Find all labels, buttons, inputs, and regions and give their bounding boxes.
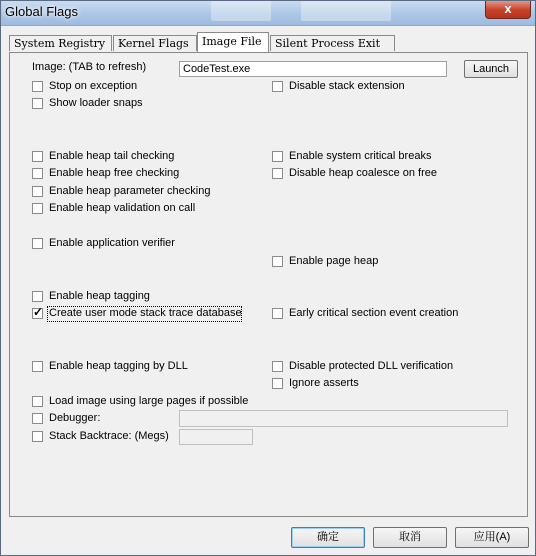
early-critical-section-label[interactable]: Early critical section event creation — [289, 307, 459, 319]
disable-stack-extension-checkbox[interactable] — [272, 81, 283, 92]
stop-on-exception-checkbox[interactable] — [32, 81, 43, 92]
apply-button[interactable]: 应用(A) — [455, 527, 529, 548]
launch-button[interactable]: Launch — [464, 60, 518, 78]
user-mode-stack-trace-label[interactable]: Create user mode stack trace database — [49, 307, 242, 319]
heap-free-checking-label[interactable]: Enable heap free checking — [49, 167, 180, 179]
ignore-asserts-label[interactable]: Ignore asserts — [289, 377, 359, 389]
stack-backtrace-label[interactable]: Stack Backtrace: (Megs) — [49, 430, 169, 442]
stack-backtrace-checkbox[interactable] — [32, 431, 43, 442]
image-file-panel — [9, 52, 528, 517]
large-pages-label[interactable]: Load image using large pages if possible — [49, 395, 249, 407]
ignore-asserts-checkbox[interactable] — [272, 378, 283, 389]
application-verifier-checkbox[interactable] — [32, 238, 43, 249]
system-critical-breaks-label[interactable]: Enable system critical breaks — [289, 150, 432, 162]
user-mode-stack-trace-checkbox[interactable] — [32, 305, 44, 319]
heap-tail-checking-checkbox[interactable] — [32, 151, 43, 162]
tab-image-file[interactable]: Image File — [197, 32, 269, 52]
large-pages-checkbox[interactable] — [32, 396, 43, 407]
early-critical-section-checkbox[interactable] — [272, 308, 283, 319]
page-heap-checkbox[interactable] — [272, 256, 283, 267]
heap-validation-on-call-checkbox[interactable] — [32, 203, 43, 214]
system-critical-breaks-checkbox[interactable] — [272, 151, 283, 162]
close-button[interactable] — [485, 0, 531, 19]
heap-tagging-checkbox[interactable] — [32, 291, 43, 302]
blurred-background-area — [301, 1, 391, 21]
image-name-input[interactable]: CodeTest.exe — [179, 61, 447, 77]
show-loader-snaps-checkbox[interactable] — [32, 98, 43, 109]
debugger-label[interactable]: Debugger: — [49, 412, 101, 424]
blurred-background-area — [211, 1, 271, 21]
tab-silent-process-exit[interactable]: Silent Process Exit — [270, 35, 395, 51]
heap-tail-checking-label[interactable]: Enable heap tail checking — [49, 150, 175, 162]
debugger-checkbox[interactable] — [32, 413, 43, 424]
disable-heap-coalesce-checkbox[interactable] — [272, 168, 283, 179]
tab-system-registry[interactable]: System Registry — [9, 35, 112, 51]
ok-button[interactable]: 确定 — [291, 527, 365, 548]
cancel-button[interactable]: 取消 — [373, 527, 447, 548]
page-heap-label[interactable]: Enable page heap — [289, 255, 379, 267]
show-loader-snaps-label[interactable]: Show loader snaps — [49, 97, 143, 109]
close-icon: x — [504, 1, 512, 16]
checkmark-icon: ✓ — [33, 305, 44, 319]
tab-kernel-flags[interactable]: Kernel Flags — [113, 35, 197, 51]
disable-stack-extension-label[interactable]: Disable stack extension — [289, 80, 405, 92]
title-bar[interactable] — [1, 1, 535, 26]
window-title: Global Flags — [5, 4, 78, 19]
debugger-input[interactable] — [179, 410, 508, 427]
disable-protected-dll-checkbox[interactable] — [272, 361, 283, 372]
heap-parameter-checking-checkbox[interactable] — [32, 186, 43, 197]
disable-heap-coalesce-label[interactable]: Disable heap coalesce on free — [289, 167, 437, 179]
disable-protected-dll-label[interactable]: Disable protected DLL verification — [289, 360, 454, 372]
application-verifier-label[interactable]: Enable application verifier — [49, 237, 175, 249]
heap-parameter-checking-label[interactable]: Enable heap parameter checking — [49, 185, 211, 197]
stop-on-exception-label[interactable]: Stop on exception — [49, 80, 138, 92]
heap-tagging-by-dll-label[interactable]: Enable heap tagging by DLL — [49, 360, 188, 372]
image-label: Image: (TAB to refresh) — [32, 61, 147, 73]
heap-validation-on-call-label[interactable]: Enable heap validation on call — [49, 202, 196, 214]
heap-tagging-by-dll-checkbox[interactable] — [32, 361, 43, 372]
heap-tagging-label[interactable]: Enable heap tagging — [49, 290, 150, 302]
stack-backtrace-input[interactable] — [179, 429, 253, 445]
heap-free-checking-checkbox[interactable] — [32, 168, 43, 179]
